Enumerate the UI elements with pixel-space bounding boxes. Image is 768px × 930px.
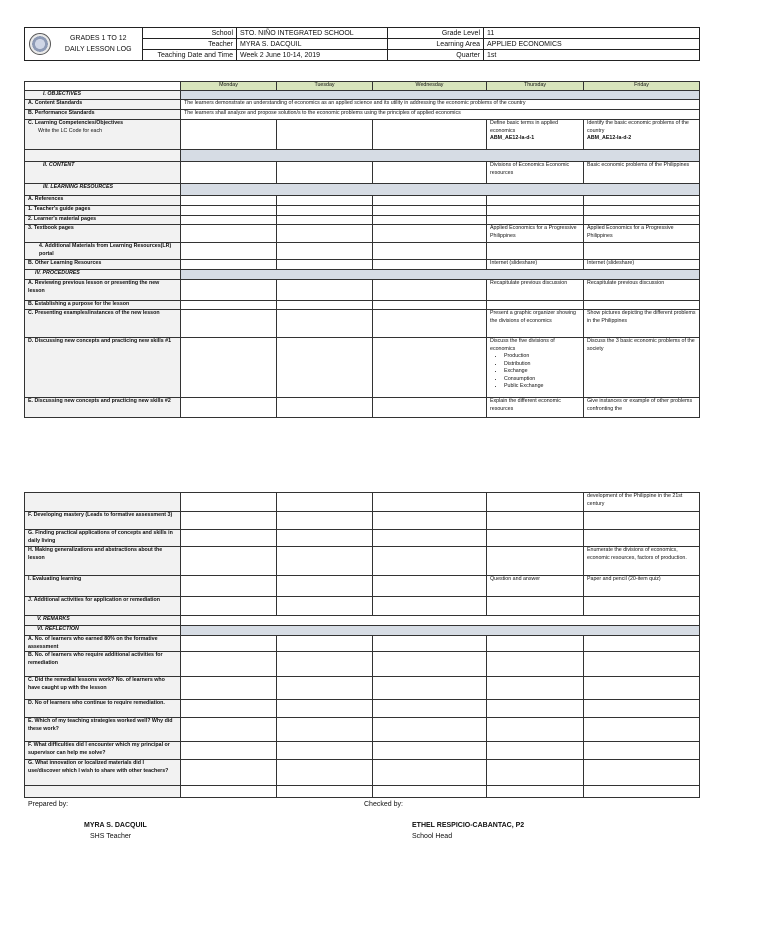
references-label: A. References [25, 196, 181, 206]
thursday-competency: Define basic terms in applied economics [490, 120, 559, 134]
textbook-pages-label: 3. Textbook pages [25, 225, 181, 243]
objectives-heading: I. OBJECTIVES [25, 91, 181, 100]
school-label: School [143, 28, 237, 39]
day-header-thursday: Thursday [487, 82, 584, 91]
thursday-other-resources: Internet (slideshare) [487, 260, 584, 270]
friday-other-resources: Internet (slideshare) [584, 260, 700, 270]
day-header-wednesday: Wednesday [373, 82, 487, 91]
friday-lc-code: ABM_AE12-Ia-d-2 [587, 135, 632, 141]
learning-competencies-sub: Write the LC Code for each [38, 127, 103, 134]
procedures-heading: IV. PROCEDURES [25, 270, 181, 280]
reflection-g-label: G. What innovation or localized materials did I use/discover which I wish to share with other teachers? [25, 760, 181, 786]
quarter-label: Quarter [388, 50, 484, 61]
remarks-heading: V. REMARKS [25, 616, 181, 626]
day-header-friday: Friday [584, 82, 700, 91]
date-value: Week 2 June 10-14, 2019 [237, 50, 388, 61]
checked-by-name: ETHEL RESPICIO-CABANTAC, P2 [412, 822, 525, 829]
proc-i-label: I. Evaluating learning [25, 576, 181, 597]
prepared-by-label: Prepared by: [28, 801, 69, 808]
reflection-a-label: A. No. of learners who earned 80% on the formative assessment [25, 636, 181, 652]
content-heading: II. CONTENT [25, 162, 181, 184]
friday-proc-e-continued: development of the Philippine in the 21st century [584, 493, 700, 512]
date-label: Teaching Date and Time [143, 50, 237, 61]
lesson-log-table-page1 [24, 81, 700, 418]
content-standards-label: A. Content Standards [25, 100, 181, 110]
proc-b-label: B. Establishing a purpose for the lesson [25, 301, 181, 310]
friday-proc-d: Discuss the 3 basic economic problems of the society [584, 338, 700, 398]
thursday-content: Divisions of Economics Economic resources [487, 162, 584, 184]
friday-proc-c: Show pictures depicting the different problems in the Philippines [584, 310, 700, 338]
checked-by-role: School Head [412, 833, 453, 840]
friday-content: Basic economic problems of the Philippines [584, 162, 700, 184]
proc-h-label: H. Making generalizations and abstractions about the lesson [25, 547, 181, 576]
quarter-value: 1st [484, 50, 700, 61]
proc-a-label: A. Reviewing previous lesson or presenting the new lesson [25, 280, 181, 301]
list-item: • Production [504, 353, 580, 361]
learning-area-value: APPLIED ECONOMICS [484, 39, 700, 50]
thursday-lc-code: ABM_AE12-Ia-d-1 [490, 135, 535, 141]
friday-proc-h: Enumerate the divisions of economics, economic resources, factors of production. [584, 547, 700, 576]
deped-seal-logo [29, 33, 51, 55]
reflection-e-label: E. Which of my teaching strategies worked well? Why did these work? [25, 718, 181, 742]
learning-area-label: Learning Area [388, 39, 484, 50]
day-header-monday: Monday [181, 82, 277, 91]
learning-resources-heading: III. LEARNING RESOURCES [25, 184, 181, 196]
thursday-textbook: Applied Economics for a Progressive Philippines [487, 225, 584, 243]
list-item: • Public Exchange [504, 383, 580, 391]
thursday-proc-a: Recapitulate previous discussion [487, 280, 584, 301]
proc-g-label: G. Finding practical applications of concepts and skills in daily living [25, 530, 181, 547]
proc-f-label: F. Developing mastery (Leads to formative assessment 3) [25, 512, 181, 530]
reflection-c-label: C. Did the remedial lessons work? No. of learners who have caught up with the lesson [25, 677, 181, 700]
proc-e-label: E. Discussing new concepts and practicing new skills #2 [25, 398, 181, 418]
prepared-by-role: SHS Teacher [90, 833, 132, 840]
thursday-proc-c: Present a graphic organizer showing the divisions of economics [487, 310, 584, 338]
performance-standards-label: B. Performance Standards [25, 110, 181, 120]
proc-d-label: D. Discussing new concepts and practicing new skills #1 [25, 338, 181, 398]
teachers-guide-label: 1. Teacher's guide pages [25, 206, 181, 216]
school-value: STO. NIÑO INTEGRATED SCHOOL [237, 28, 388, 39]
grade-level-label: Grade Level [388, 28, 484, 39]
thursday-proc-d: Discuss the five divisions of economics [490, 338, 555, 352]
thursday-proc-e: Explain the different economic resources [487, 398, 584, 418]
proc-c-label: C. Presenting examples/instances of the new lesson [25, 310, 181, 338]
reflection-d-label: D. No of learners who continue to require remediation. [25, 700, 181, 718]
list-item: • Consumption [504, 376, 580, 384]
prepared-by-name: MYRA S. DACQUIL [84, 822, 147, 829]
list-item: • Distribution [504, 361, 580, 369]
header-table [24, 27, 700, 61]
form-title-line1: GRADES 1 TO 12 [69, 35, 127, 42]
reflection-f-label: F. What difficulties did I encounter which my principal or supervisor can help me solve? [25, 742, 181, 760]
learners-material-label: 2. Learner's material pages [25, 216, 181, 225]
grade-level-value: 11 [484, 28, 700, 39]
list-item: • Exchange [504, 368, 580, 376]
friday-competency: Identify the basic economic problems of the country [587, 120, 689, 134]
reflection-heading: VI. REFLECTION [25, 626, 181, 636]
lesson-log-table-page2 [24, 492, 700, 798]
teacher-value: MYRA S. DACQUIL [237, 39, 388, 50]
day-header-tuesday: Tuesday [277, 82, 373, 91]
content-standards-text: The learners demonstrate an understanding of economics as an applied science and its utility in addressing the economic problems of the country [181, 100, 700, 110]
form-title-line2: DAILY LESSON LOG [64, 46, 132, 53]
reflection-b-label: B. No. of learners who require additional activities for remediation [25, 652, 181, 677]
performance-standards-text: The learners shall analyze and propose solution/s to the economic problems using the principles of applied economics [181, 110, 700, 120]
divisions-list [490, 353, 580, 391]
checked-by-label: Checked by: [364, 801, 403, 808]
other-resources-label: B. Other Learning Resources [25, 260, 181, 270]
friday-proc-a: Recapitulate previous discussion [584, 280, 700, 301]
friday-proc-e: Give instances or example of other problems confronting the [584, 398, 700, 418]
additional-materials-label: 4. Additional Materials from Learning Resources(LR) portal [25, 243, 181, 260]
learning-competencies-label: C. Learning Competencies/Objectives [28, 120, 124, 126]
friday-textbook: Applied Economics for a Progressive Philippines [584, 225, 700, 243]
thursday-proc-i: Question and answer [487, 576, 584, 597]
teacher-label: Teacher [143, 39, 237, 50]
proc-j-label: J. Additional activities for application or remediation [25, 597, 181, 616]
friday-proc-i: Paper and pencil (20-item quiz) [584, 576, 700, 597]
